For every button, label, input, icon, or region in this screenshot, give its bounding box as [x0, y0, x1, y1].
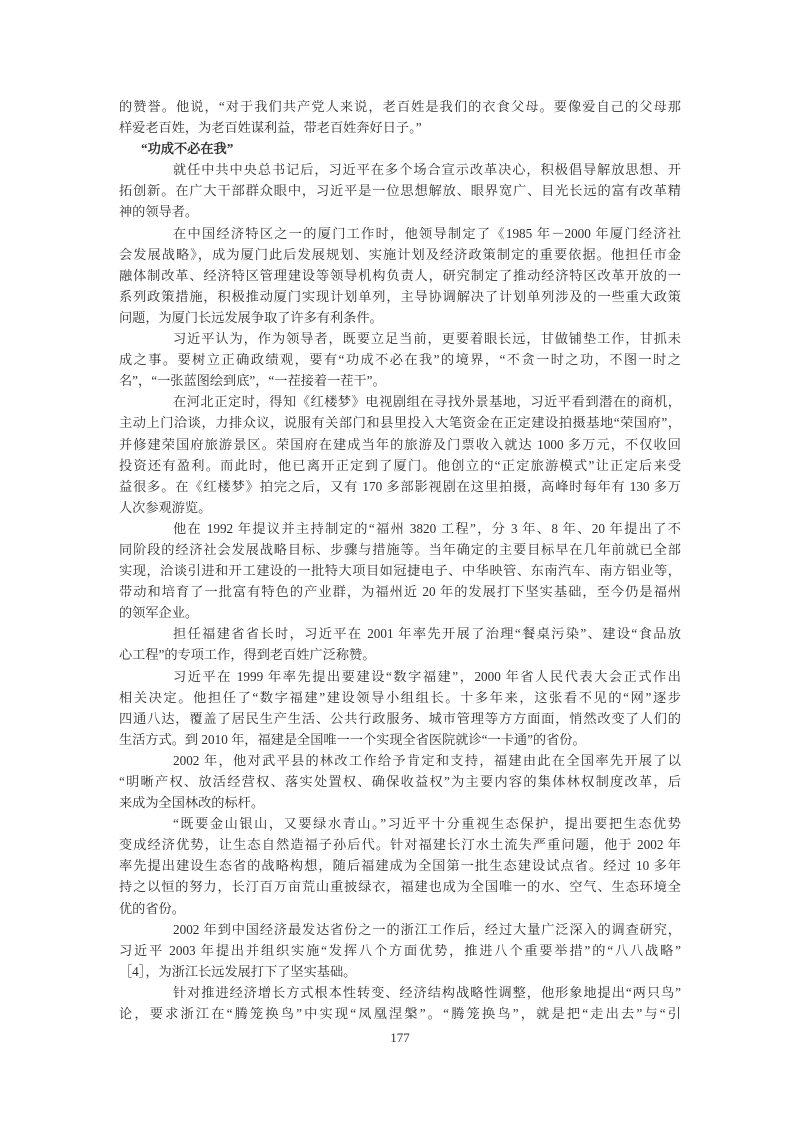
- text-line: 他在 1992 年提议并主持制定的“福州 3820 工程”，分 3 年、8 年、20 年提出了不: [173, 520, 681, 536]
- text-line: 习近平认为，作为领导者，既要立足当前，更要着眼长远，甘做铺垫工作，甘抓未: [173, 331, 681, 347]
- text-line: 担任福建省省长时，习近平在 2001 年率先开展了治理“餐桌污染”、建设“食品放: [173, 626, 681, 642]
- text-line: “明晰产权、放活经营权、落实处置权、确保收益权”为主要内容的集体林权制度改革，后: [119, 774, 681, 789]
- text-line: 人次参观游览。: [119, 499, 212, 515]
- text-line: 就任中共中央总书记后，习近平在多个场合宣示改革决心，积极倡导解放思想、开: [173, 162, 681, 178]
- text-line: 神的领导者。: [119, 204, 199, 220]
- text-line: 样爱老百姓，为老百姓谋利益，带老百姓奔好日子。”: [119, 120, 422, 136]
- text-line: 拓创新。在广大干部群众眼中，习近平是一位思想解放、眼界宽广、目光长远的富有改革精: [119, 183, 681, 199]
- text-line: 同阶段的经济社会发展战略目标、步骤与措施等。当年确定的主要目标早在几年前就已全部: [119, 541, 681, 557]
- text-line: 率先提出建设生态省的战略构想，随后福建成为全国第一批生态建设试点省。经过 10 多年: [119, 858, 681, 874]
- text-line: 2002 年，他对武平县的林改工作给予肯定和支持，福建由此在全国率先开展了以: [173, 752, 681, 768]
- text-line: 并修建荣国府旅游景区。荣国府在建成当年的旅游及门票收入就达 1000 多万元，不仅收回: [119, 436, 681, 452]
- text-line: 的赞誉。他说，“对于我们共产党人来说，老百姓是我们的衣食父母。要像爱自己的父母那: [119, 99, 681, 114]
- text-line: 习近平 2003 年提出并组织实施“发挥八个方面优势，推进八个重要举措”的“八八战略”: [119, 942, 681, 958]
- text-line: 相关决定。他担任了“数字福建”建设领导小组组长。十多年来，这张看不见的“网”逐步: [119, 689, 681, 705]
- page-number: 177: [390, 1030, 410, 1045]
- text-line: 四通八达，覆盖了居民生产生活、公共行政服务、城市管理等方方面面，悄然改变了人们的: [119, 710, 681, 726]
- text-line: “既要金山银山，又要绿水青山。”习近平十分重视生态保护，提出要把生态优势: [173, 816, 681, 832]
- document-body: [119, 96, 681, 1024]
- text-line: 投资还有盈利。而此时，他已离开正定到了厦门。他创立的“正定旅游模式”让正定后来受: [119, 457, 681, 473]
- section-heading: “功成不必在我”: [141, 141, 234, 157]
- text-line: 针对推进经济增长方式根本性转变、经济结构战略性调整，他形象地提出“两只鸟”: [173, 984, 681, 1000]
- text-line: 益很多。在《红楼梦》拍完之后，又有 170 多部影视剧在这里拍摄，高峰时每年有 130 多万: [119, 478, 681, 494]
- text-line: 论，要求浙江在“腾笼换鸟”中实现“凤凰涅槃”。“腾笼换鸟”，就是把“走出去”与“引: [119, 1006, 681, 1022]
- text-line: 在河北正定时，得知《红楼梦》电视剧组在寻找外景基地，习近平看到潜在的商机，: [173, 394, 681, 410]
- text-line: 主动上门洽谈，力排众议，说服有关部门和县里投入大笔资金在正定建设拍摄基地“荣国府”，: [119, 415, 681, 431]
- text-line: 来成为全国林改的标杆。: [119, 795, 265, 811]
- text-line: 在中国经济特区之一的厦门工作时，他领导制定了《1985 年－2000 年厦门经济社: [173, 225, 681, 241]
- text-line: 实现，洽谈引进和开工建设的一批特大项目如冠捷电子、中华映管、东南汽车、南方铝业等，: [119, 563, 681, 579]
- text-line: 习近平在 1999 年率先提出要建设“数字福建”，2000 年省人民代表大会正式作出: [173, 668, 681, 684]
- text-line: ［4］，为浙江长远发展打下了坚实基础。: [119, 963, 357, 979]
- text-line: 融体制改革、经济特区管理建设等领导机构负责人，研究制定了推动经济特区改革开放的一: [119, 267, 681, 283]
- text-line: 变成经济优势，让生态自然造福子孙后代。针对福建长汀水土流失严重问题，他于 2002 年: [119, 837, 681, 853]
- text-line: 的领军企业。: [119, 605, 199, 621]
- text-line: 2002 年到中国经济最发达省份之一的浙江工作后，经过大量广泛深入的调查研究，: [173, 921, 681, 937]
- text-line: 会发展战略》，成为厦门此后发展规划、实施计划及经济政策制定的重要依据。他担任市金: [119, 246, 681, 262]
- text-line: 名”，“一张蓝图绘到底”，“一茬接着一茬干”。: [119, 373, 386, 389]
- text-line: 带动和培育了一批富有特色的产业群，为福州近 20 年的发展打下坚实基础，至今仍是福州: [119, 584, 681, 600]
- text-line: 生活方式。到 2010 年，福建是全国唯一一个实现全省医院就诊“一卡通”的省份。: [119, 731, 586, 747]
- text-line: 成之事。要树立正确政绩观，要有“功成不必在我”的境界，“不贪一时之功，不图一时之: [119, 352, 681, 368]
- text-line: 持之以恒的努力，长汀百万亩荒山重披绿衣，福建也成为全国唯一的水、空气、生态环境全: [119, 879, 681, 895]
- text-line: 优的省份。: [119, 900, 185, 916]
- text-line: 问题，为厦门长远发展争取了许多有利条件。: [119, 309, 383, 325]
- text-line: 心工程”的专项工作，得到老百姓广泛称赞。: [119, 647, 376, 663]
- text-line: 系列政策措施，积极推动厦门实现计划单列，主导协调解决了计划单列涉及的一些重大政策: [119, 288, 681, 304]
